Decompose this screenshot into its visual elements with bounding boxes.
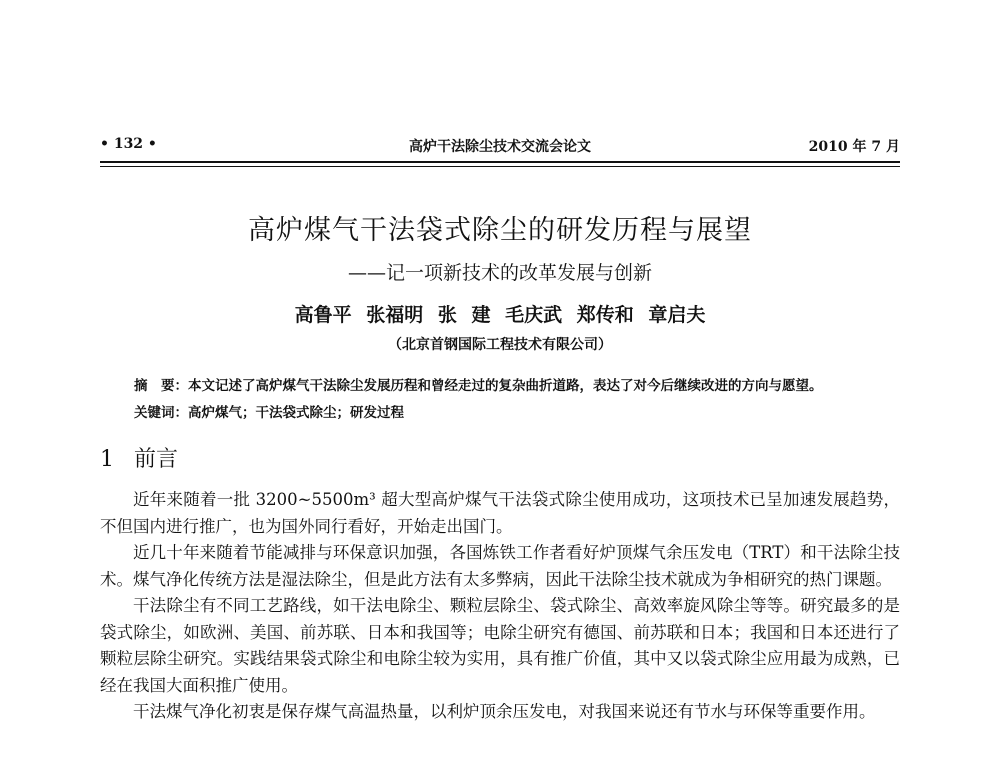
keywords: 关键词：高炉煤气；干法袋式除尘；研发过程 [134,405,404,421]
body-text [100,487,900,726]
header-rule-thin [100,166,900,167]
publication-date: 2010 年 7 月 [808,139,900,155]
header-rule-thick [100,161,900,163]
author-affiliation: （北京首钢国际工程技术有限公司） [388,337,612,353]
page-number: • 132 • [100,136,157,152]
paper-title: 高炉煤气干法袋式除尘的研发历程与展望 [248,215,752,246]
paper-subtitle: ——记一项新技术的改革发展与创新 [347,262,652,284]
running-header [100,136,900,158]
paragraph: 干法煤气净化初衷是保存煤气高温热量，以利炉顶余压发电，对我国来说还有节水与环保等重要作用。 [133,702,876,721]
paragraph: 干法除尘有不同工艺路线，如干法电除尘、颗粒层除尘、袋式除尘、高效率旋风除尘等等。研究最多的是袋式除尘，如欧洲、美国、前苏联、日本和我国等；电除尘研究有德国、前苏联和日本；我国和日本还进行了颗粒层除尘研究。实践结果袋式除尘和电除尘较为实用，具有推广价值，其中又以袋式除尘应用最为成熟，已经在我国大面积推广使用。 [100,596,900,695]
abstract: 摘 要：本文记述了高炉煤气干法除尘发展历程和曾经走过的复杂曲折道路，表达了对今后继续改进的方向与愿望。 [134,378,823,394]
section-number: 1 [100,447,114,472]
section-title: 前言 [134,447,179,472]
author-list: 高鲁平 张福明 张 建 毛庆武 郑传和 章启夫 [294,304,706,326]
journal-name: 高炉干法除尘技术交流会论文 [409,139,591,155]
section-heading [100,442,178,473]
paragraph: 近年来随着一批 3200~5500m³ 超大型高炉煤气干法袋式除尘使用成功，这项技术已呈加速发展趋势，不但国内进行推广，也为国外同行看好，开始走出国门。 [100,490,900,536]
paragraph: 近几十年来随着节能减排与环保意识加强，各国炼铁工作者看好炉顶煤气余压发电（TRT）和干法除尘技术。煤气净化传统方法是湿法除尘，但是此方法有太多弊病，因此干法除尘技术就成为争相研究的热门课题。 [100,543,900,589]
